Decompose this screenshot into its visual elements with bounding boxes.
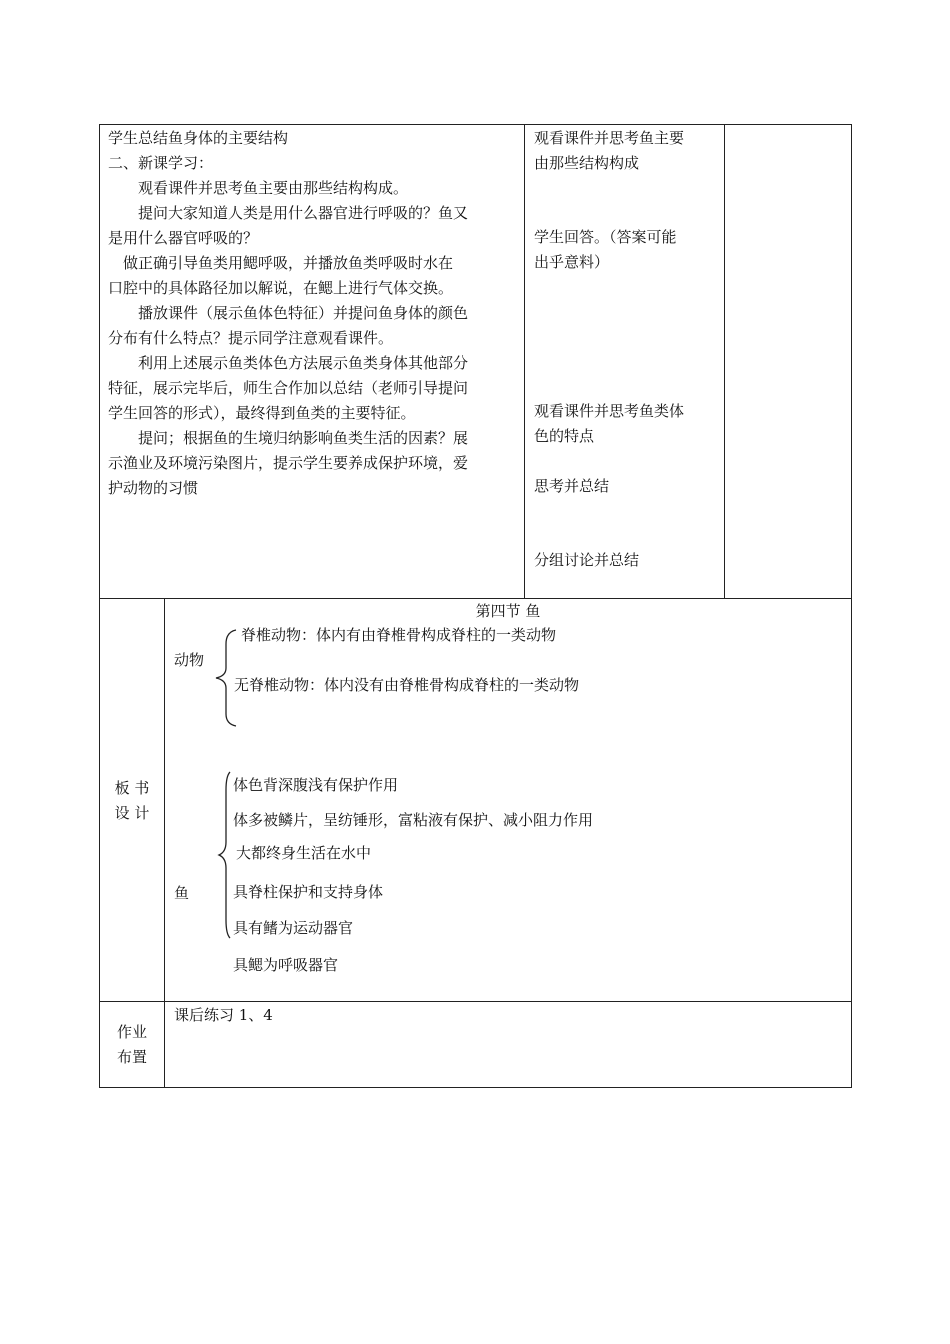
- homework-content: 课后练习 1、4: [174, 1006, 273, 1024]
- table-border-bottom: [99, 1087, 852, 1088]
- student-activity-block-2: [534, 225, 720, 275]
- animals-item-vertebrate: 脊椎动物：体内有由脊椎骨构成脊柱的一类动物: [241, 626, 557, 644]
- fish-item-gills: 具鳃为呼吸器官: [233, 956, 339, 974]
- table-border-left: [99, 124, 100, 1088]
- teacher-line: 利用上述展示鱼类体色方法展示鱼类身体其他部分: [108, 354, 469, 372]
- teacher-line: 观看课件并思考鱼主要由那些结构构成。: [108, 179, 409, 197]
- fish-label: 鱼: [174, 884, 190, 902]
- fish-item-habitat: 大都终身生活在水中: [236, 844, 372, 862]
- teacher-line: 播放课件（展示鱼体色特征）并提问鱼身体的颜色: [108, 304, 469, 322]
- student-activity-block-3: [534, 399, 720, 449]
- student-line: 学生回答。（答案可能: [534, 228, 677, 246]
- student-activity-block-4: 思考并总结: [534, 477, 610, 495]
- board-design-label-2: 设 计: [114, 804, 150, 822]
- student-line: 观看课件并思考鱼类体: [534, 402, 685, 420]
- table-border-right: [851, 124, 852, 1088]
- fish-item-fins: 具有鳍为运动器官: [233, 919, 354, 937]
- row-divider-2: [99, 1001, 852, 1002]
- homework-label-2: 布置: [116, 1048, 147, 1066]
- student-activity-block-5: 分组讨论并总结: [534, 551, 640, 569]
- fish-item-spine: 具脊柱保护和支持身体: [233, 883, 384, 901]
- teacher-line: 学生回答的形式），最终得到鱼类的主要特征。: [108, 404, 416, 422]
- board-design-label-1: 板 书: [114, 779, 150, 797]
- teacher-line: 护动物的习惯: [108, 479, 199, 497]
- col-divider-student-notes: [724, 124, 725, 599]
- teacher-line: 特征，展示完毕后，师生合作加以总结（老师引导提问: [108, 379, 469, 397]
- teacher-line: 是用什么器官呼吸的？: [108, 229, 259, 247]
- teacher-activity-text: [108, 126, 520, 501]
- student-line: 出乎意料）: [534, 253, 610, 271]
- teacher-line: 提问大家知道人类是用什么器官进行呼吸的？鱼又: [108, 204, 469, 222]
- teacher-line: 提问；根据鱼的生境归纳影响鱼类生活的因素？展: [108, 429, 469, 447]
- teacher-line: 示渔业及环境污染图片，提示学生要养成保护环境，爱: [108, 454, 469, 472]
- col-divider-teacher-student: [524, 124, 525, 599]
- teacher-line: 口腔中的具体路径加以解说，在鳃上进行气体交换。: [108, 279, 454, 297]
- animals-item-invertebrate: 无脊椎动物：体内没有由脊椎骨构成脊柱的一类动物: [234, 676, 580, 694]
- student-line: 色的特点: [534, 427, 595, 445]
- homework-label-1: 作业: [116, 1023, 147, 1041]
- teacher-line: 二、新课学习：: [108, 154, 214, 172]
- fish-brace-icon: [214, 770, 234, 940]
- col-divider-label: [164, 598, 165, 1088]
- fish-item-scales: 体多被鳞片，呈纺锤形，富粘液有保护、减小阻力作用: [233, 811, 594, 829]
- table-border-top: [99, 124, 852, 125]
- student-line: 由那些结构构成: [534, 154, 640, 172]
- animals-label: 动物: [174, 651, 205, 669]
- student-line: 观看课件并思考鱼主要: [534, 129, 685, 147]
- section-title: 第四节 鱼: [475, 602, 541, 620]
- fish-item-color: 体色背深腹浅有保护作用: [233, 776, 399, 794]
- teacher-line: 做正确引导鱼类用鳃呼吸，并播放鱼类呼吸时水在: [108, 254, 454, 272]
- student-activity-block-1: [534, 126, 720, 176]
- teacher-line: 学生总结鱼身体的主要结构: [108, 129, 289, 147]
- teacher-line: 分布有什么特点？提示同学注意观看课件。: [108, 329, 394, 347]
